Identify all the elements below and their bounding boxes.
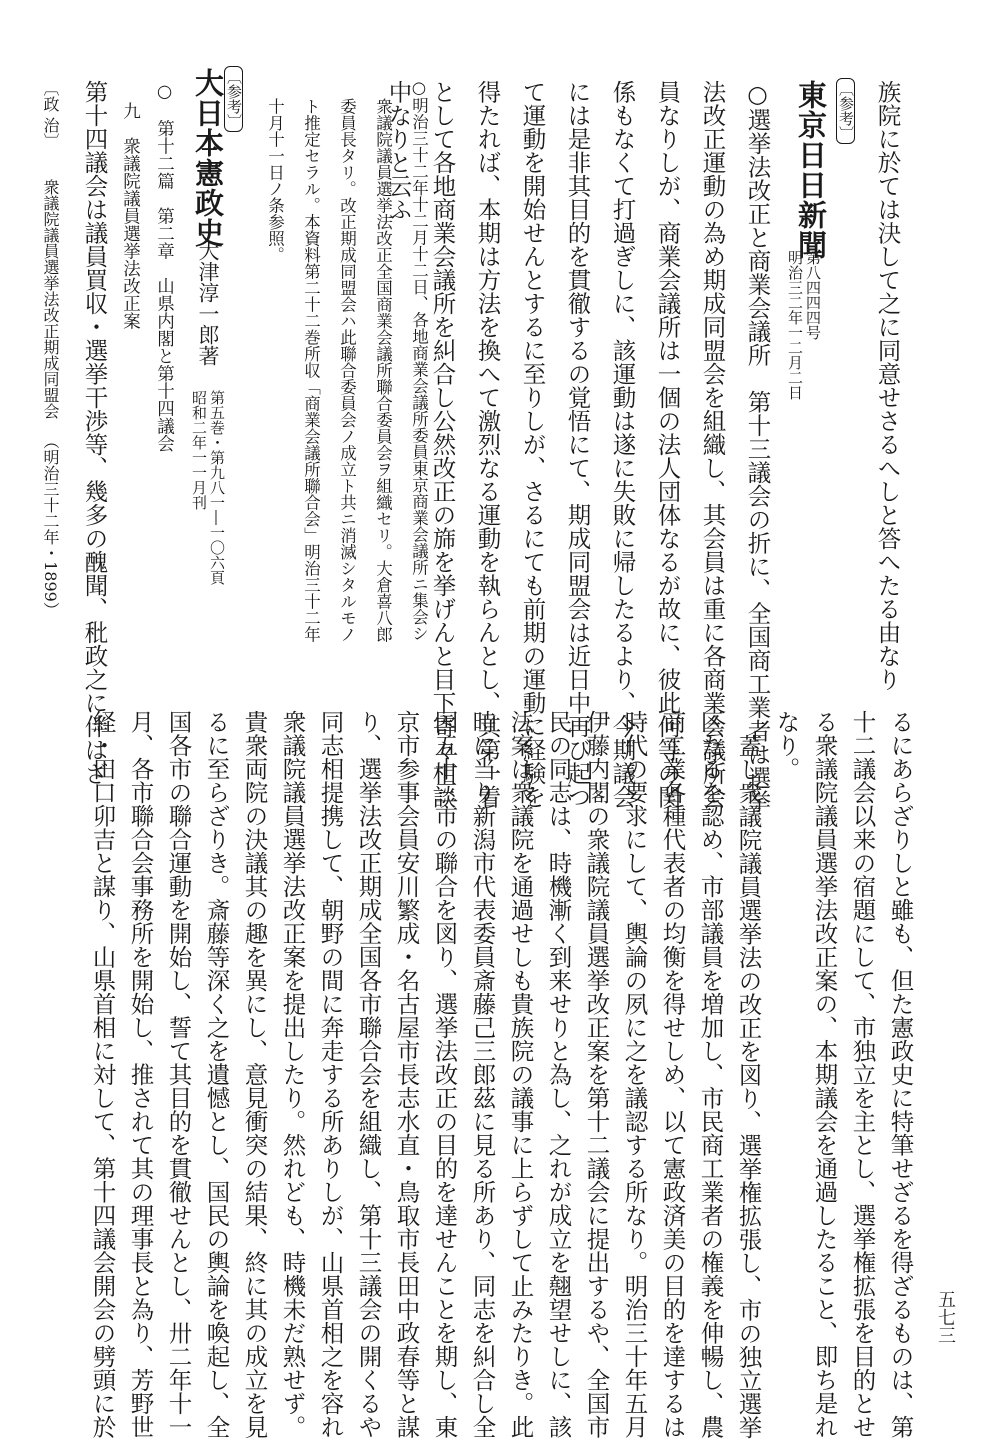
page-number: 五七三: [935, 1290, 956, 1344]
editor-note-line-4: ト推定セラル。本資料第二十二巻所収「商業会議所聯合会」明治三十二年: [301, 98, 321, 643]
footer-title: 衆議院議員選挙法改正期成同盟会: [41, 179, 60, 420]
section-heading: 九 衆議院議員選挙法改正案: [120, 102, 141, 330]
body-line-7: 商工業各種代表者の均衡を得せしめ、以て憲政済美の目的を達するは: [658, 710, 687, 1439]
body-line-6: 区たるを認め、市部議員を増加し、市民商工業者の権義を伸暢し、農: [696, 710, 725, 1439]
body-line-19: るに至らざりき。斎藤等深く之を遺憾とし、国民の輿論を喚起し、全: [202, 710, 231, 1439]
body-line-17: 衆議院議員選挙法改正案を提出したり。然れども、時機未だ熟せず。: [278, 710, 307, 1439]
editor-note-line-1: ○明治三十二年十二月十二日、各地商業会議所委員東京商業会議所ニ集会シ: [409, 78, 429, 642]
article-line-5: には是非其目的を貫徹するの覚悟にて、期成同盟会は近日中再び起つ: [563, 80, 592, 809]
article-line-6: て運動を開始せんとするに至りしが、さるにても前期の運動に経験を: [518, 80, 547, 809]
body-line-22: 経・田口卯吉と謀り、山県首相に対して、第十四議会開会の劈頭に於: [88, 710, 117, 1439]
body-line-18: 貴衆両院の決議其の趣を異にし、意見衝突の結果、終に其の成立を見: [240, 710, 269, 1439]
book-title: 大日本憲政史: [191, 68, 225, 248]
article-line-4: 係もなくて打過ぎしに、該運動は遂に失敗に帰したるより、今期議会: [608, 80, 637, 809]
chapter-heading: ○ 第十二篇 第二章 山県内閣と第十四議会: [154, 82, 175, 452]
body-line-15: り、選挙法改正期成全国各市聯合会を組織し、第十三議会の開くるや: [354, 710, 383, 1439]
book-volume-info: [190, 390, 226, 670]
body-line-11: 法案は衆議院を通過せしも貴族院の議事に上らずして止みたりき。此: [506, 710, 535, 1439]
book-text-line-1: 第十四議会は議員買収・選挙干渉等、幾多の醜聞、秕政之に伴はざ: [80, 80, 109, 785]
body-line-1: るにあらざりしと雖も、但た憲政史に特筆せざるを得ざるものは、第: [886, 710, 915, 1439]
body-line-13: 国五十三市の聯合を図り、選挙法改正の目的を達せんことを期し、東: [430, 710, 459, 1439]
editor-note-line-3: 委員長タリ。改正期成同盟会ハ此聯合委員会ノ成立ト共ニ消滅シタルモノ: [337, 98, 357, 643]
body-line-5: 蓋し衆議院議員選挙法の改正を図り、選挙権拡張し、市の独立選挙: [734, 734, 763, 1439]
newspaper-issue-number: 第八四四四号: [804, 250, 822, 340]
book-author: 大津淳一郎著: [196, 240, 220, 366]
body-line-2: 十二議会以来の宿題にして、市独立を主とし、選挙権拡張を目的とせ: [848, 710, 877, 1439]
book-pages: 第五巻・第九八一―一〇六頁: [208, 390, 226, 585]
body-line-4: なり。: [772, 710, 801, 781]
body-line-16: 同志相提携して、朝野の間に奔走する所ありしが、山県首相之を容れ: [316, 710, 345, 1439]
editor-note-line-5: 十月十一日ノ条参照。: [265, 98, 285, 263]
body-line-21: 月、各市聯合会事務所を開始し、推されて其の理事長と為り、芳野世: [126, 710, 155, 1439]
newspaper-title: 東京日日新聞: [794, 80, 828, 260]
body-line-10: 民の同志は、時機漸く到来せりと為し、之れが成立を翹望せしに、該: [544, 710, 573, 1439]
reference-tag: 〔参考〕: [836, 78, 855, 144]
page-footer: [42, 80, 58, 618]
article-line-8: として各地商業会議所を糾合し公然改正の旆を挙げんと目下寄々相談: [428, 80, 457, 809]
newspaper-issue: [786, 250, 822, 450]
reference-tag-2: 〔参考〕: [224, 66, 243, 132]
article-line-1: ○選挙法改正と商業会議所 第十三議会の折に、全国商工業者は選挙: [743, 80, 772, 813]
article-line-2: 法改正運動の為め期成同盟会を組織し、其会員は重に各商業会議所会: [698, 80, 727, 809]
text-line-top-1: 族院に於ては決して之に同意せさるへしと答へたる由なり: [873, 80, 902, 691]
body-line-12: 時に当り新潟市代表委員斎藤己三郎茲に見る所あり、同志を糾合し全: [468, 710, 497, 1439]
footer-section: 〔政 治〕: [41, 80, 60, 150]
body-line-14: 京市参事会員安川繁成・名古屋市長志水直・鳥取市長田中政春等と謀: [392, 710, 421, 1439]
body-line-20: 国各市の聯合運動を開始し、誓て其目的を貫徹せんとし、卅二年十一: [164, 710, 193, 1439]
editor-note-line-2: 衆議院議員選挙法改正全国商業会議所聯合委員会ヲ組織セリ。大倉喜八郎: [373, 98, 393, 643]
body-line-8: 時代の要求にして、輿論の夙に之を議認する所なり。明治三十年五月: [620, 710, 649, 1439]
body-line-3: る衆議院議員選挙法改正案の、本期議会を通過したること、即ち是れ: [810, 710, 839, 1439]
article-line-9: 中なりと云ふ: [384, 80, 413, 221]
body-line-9: 伊藤内閣の衆議院議員選挙改正案を第十二議会に提出するや、全国市: [582, 710, 611, 1439]
book-date: 昭和二年一一月刊: [190, 390, 208, 510]
article-line-7: 得たれば、本期は方法を換へて激烈なる運動を執らんとし、其第一着: [473, 80, 502, 809]
newspaper-issue-date: 明治三二年一二月二日: [786, 250, 804, 400]
article-line-3: 員なりしが、商業会議所は一個の法人団体なるが故に、彼此何等の関: [653, 80, 682, 809]
footer-era: （明治三十二年・1899）: [41, 433, 60, 618]
